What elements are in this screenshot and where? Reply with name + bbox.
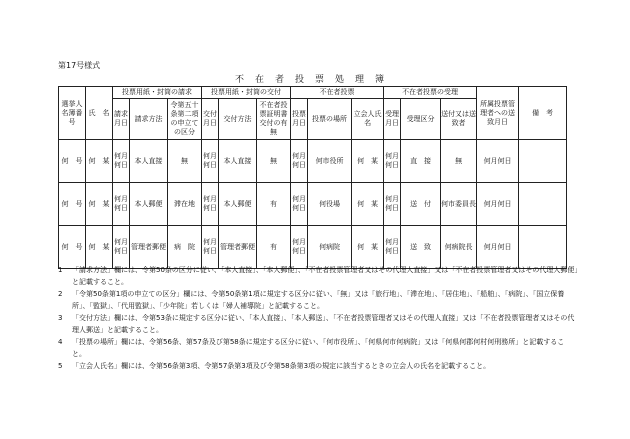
- cell-request-date: 何月何日: [113, 183, 130, 226]
- header-group-delivery: 投票用紙・封筒の交付: [202, 87, 291, 99]
- cell-voting-place: 何役場: [308, 183, 352, 226]
- cell-delivery-method: 本人郵便: [219, 183, 257, 226]
- note-item: [58, 312, 578, 336]
- header-witness: 立会人氏名: [352, 99, 384, 140]
- header-request-date: 請求月日: [113, 99, 130, 140]
- header-receipt-class: 受理区分: [401, 99, 441, 140]
- header-receipt-date: 受理月日: [384, 99, 401, 140]
- cell-receipt-date: 何月何日: [384, 226, 401, 269]
- table-row: [59, 183, 567, 226]
- note-item: [58, 336, 578, 360]
- header-group-request: 投票用紙・封筒の請求: [113, 87, 202, 99]
- header-name: 氏 名: [86, 87, 113, 140]
- cell-witness: 何 某: [352, 140, 384, 183]
- cell-receipt-class: 送 付: [401, 183, 441, 226]
- header-voter-number: 選挙人名簿番号: [59, 87, 86, 140]
- note-text: 「交付方法」欄には、令第53条に規定する区分に従い、「本人直接」、「本人郵送」、「不在者投票管理者又はその代理人直接」又は「不在者投票管理者又はその代理人郵送」と記載すること。: [72, 314, 575, 334]
- cell-voter-number: 何 号: [59, 226, 86, 269]
- header-group-voting: 不在者投票: [291, 87, 384, 99]
- absentee-voting-register-table: [58, 86, 567, 269]
- cell-request-class: 無: [168, 140, 202, 183]
- cell-voting-date: 何月何日: [291, 140, 308, 183]
- note-text: 「投票の場所」欄には、令第56条、第57条及び第58条に規定する区分に従い、「何市役所」、「何県何市何病院」又は「何県何郡何村何刑務所」と記載すること。: [72, 338, 565, 358]
- cell-voter-number: 何 号: [59, 140, 86, 183]
- header-group-receipt: 不在者投票の受理: [384, 87, 477, 99]
- cell-delivery-date: 何月何日: [202, 140, 219, 183]
- note-text: 「請求方法」欄には、令第50条の区分に従い、「本人直接」、「本人郵便」、「不在者投票管理者又はその代理人直接」又は「不在者投票管理者又はその代理人郵便」と記載すること。: [72, 266, 578, 286]
- cell-name: 何 某: [86, 140, 113, 183]
- form-number: 第17号様式: [58, 61, 101, 70]
- cell-delivery-date: 何月何日: [202, 183, 219, 226]
- note-number: 4: [58, 338, 63, 346]
- header-voting-date: 投票月日: [291, 99, 308, 140]
- cell-delivery-method: 管理者郵便: [219, 226, 257, 269]
- table-row: [59, 226, 567, 269]
- cell-voter-number: 何 号: [59, 183, 86, 226]
- cell-remarks: [519, 140, 567, 183]
- header-certificate: 不在者投票証明書交付の有無: [257, 99, 291, 140]
- notes-section: [58, 264, 578, 372]
- header-voting-place: 投票の場所: [308, 99, 352, 140]
- cell-request-class: 病 院: [168, 226, 202, 269]
- cell-voting-place: 何病院: [308, 226, 352, 269]
- cell-home-admin-date: 何月何日: [477, 183, 519, 226]
- table-row: [59, 140, 567, 183]
- cell-request-date: 何月何日: [113, 226, 130, 269]
- cell-witness: 何 某: [352, 183, 384, 226]
- header-send-to-home-admin: 所属投票管理者への送致月日: [477, 87, 519, 140]
- note-text: 「立会人氏名」欄には、令第56条第3項、令第57条第3項及び令第58条第3項の規定に該当するときの立会人の氏名を記載すること。: [72, 362, 491, 370]
- cell-receipt-class: 直 接: [401, 140, 441, 183]
- cell-certificate: 有: [257, 226, 291, 269]
- note-number: 5: [58, 362, 63, 370]
- cell-request-method: 本人郵便: [130, 183, 168, 226]
- header-request-method: 請求方法: [130, 99, 168, 140]
- note-number: 1: [58, 266, 63, 274]
- cell-witness: 何 某: [352, 226, 384, 269]
- cell-request-date: 何月何日: [113, 140, 130, 183]
- note-number: 2: [58, 290, 63, 298]
- cell-voting-date: 何月何日: [291, 226, 308, 269]
- cell-receipt-date: 何月何日: [384, 140, 401, 183]
- cell-delivery-date: 何月何日: [202, 226, 219, 269]
- note-item: [58, 288, 578, 312]
- page-title: 不在者投票処理簿: [234, 75, 395, 85]
- header-group-row: [59, 87, 567, 99]
- cell-home-admin-date: 何月何日: [477, 140, 519, 183]
- header-request-class: 令第五十条第二項の申立ての区分: [168, 99, 202, 140]
- cell-voting-place: 何市役所: [308, 140, 352, 183]
- cell-sender: 何病院長: [441, 226, 477, 269]
- cell-request-class: 滞在地: [168, 183, 202, 226]
- cell-voting-date: 何月何日: [291, 183, 308, 226]
- cell-name: 何 某: [86, 183, 113, 226]
- cell-request-method: 本人直接: [130, 140, 168, 183]
- cell-home-admin-date: 何月何日: [477, 226, 519, 269]
- cell-certificate: 有: [257, 183, 291, 226]
- cell-request-method: 管理者郵便: [130, 226, 168, 269]
- cell-certificate: 無: [257, 140, 291, 183]
- cell-remarks: [519, 226, 567, 269]
- header-sender: 送付又は送致者: [441, 99, 477, 140]
- note-item: [58, 264, 578, 288]
- cell-name: 何 某: [86, 226, 113, 269]
- header-remarks: 備 考: [519, 87, 567, 140]
- cell-remarks: [519, 183, 567, 226]
- header-delivery-method: 交付方法: [219, 99, 257, 140]
- cell-sender: 無: [441, 140, 477, 183]
- cell-delivery-method: 本人直接: [219, 140, 257, 183]
- cell-sender: 何市委員長: [441, 183, 477, 226]
- cell-receipt-class: 送 致: [401, 226, 441, 269]
- note-number: 3: [58, 314, 63, 322]
- header-delivery-date: 交付月日: [202, 99, 219, 140]
- note-item: [58, 360, 578, 372]
- note-text: 「令第50条第1項の申立ての区分」欄には、令第50条第1項に規定する区分に従い、「無」又は「旅行地」、「滞在地」、「居住地」、「船舶」、「病院」、「国立保養所」、「監獄」、「代用監獄」、「少年院」若しくは「婦人補導院」と記載すること。: [72, 290, 565, 310]
- cell-receipt-date: 何月何日: [384, 183, 401, 226]
